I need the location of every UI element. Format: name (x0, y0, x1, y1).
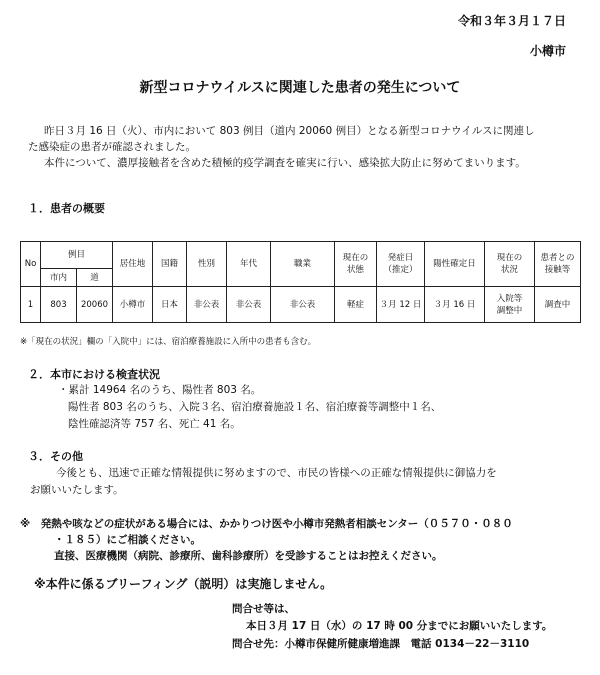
other-line-1: 今後とも、迅速で正確な情報提供に努めますので、市民の皆様への正確な情報提供に御協力を (56, 467, 497, 479)
testing-line-2: 陽性者 803 名のうち、入院３名、宿泊療養施設１名、宿泊療養等調整中１名、 (68, 401, 442, 413)
document-title: 新型コロナウイルスに関連した患者の発生について (139, 80, 461, 96)
testing-line-1: ・累計 14964 名のうち、陽性者 803 名。 (58, 384, 262, 396)
issuing-city: 小樽市 (529, 44, 566, 58)
header-positive-date: 陽性確定日 (425, 242, 485, 287)
advice-line-3: 直接、医療機関（病院、診療所、歯科診療所）を受診することはお控えください。 (54, 550, 443, 562)
header-contacts: 患者との 接触等 (535, 242, 581, 287)
cell-situation: 入院等 調整中 (485, 287, 535, 323)
header-gender: 性別 (187, 242, 227, 287)
header-occupation: 職業 (271, 242, 335, 287)
advice-line-2: ・１８５）にご相談ください。 (54, 534, 201, 546)
contact-line-1: 問合せ等は、 (232, 603, 295, 615)
cell-residence: 小樽市 (113, 287, 153, 323)
intro-line-1: 昨日３月 16 日（火）、市内において 803 例目（道内 20060 例目）となる新型コロナウイルスに関連し (44, 125, 535, 137)
header-status: 現在の 状態 (335, 242, 377, 287)
cell-gender: 非公表 (187, 287, 227, 323)
intro-line-3: 本件について、濃厚接触者を含めた積極的疫学調査を確実に行い、感染拡大防止に努めてまいります。 (44, 157, 526, 169)
briefing-notice: ※本件に係るブリーフィング（説明）は実施しません。 (34, 577, 333, 591)
section-1-heading: １．患者の概要 (28, 202, 105, 215)
header-case-number: 例目 (41, 242, 113, 269)
other-line-2: お願いいたします。 (30, 484, 124, 496)
cell-age: 非公表 (227, 287, 271, 323)
header-residence: 居住地 (113, 242, 153, 287)
testing-line-3: 陰性確認済等 757 名、死亡 41 名。 (68, 418, 241, 430)
patient-summary-table (20, 241, 581, 323)
intro-line-2: た感染症の患者が確認されました。 (28, 141, 196, 153)
header-age: 年代 (227, 242, 271, 287)
section-2-heading: ２．本市における検査状況 (28, 368, 160, 381)
header-situation: 現在の 状況 (485, 242, 535, 287)
contact-line-2: 本日３月 17 日（水）の 17 時 00 分までにお願いいたします。 (246, 620, 553, 632)
cell-pref-num: 20060 (77, 287, 113, 323)
header-pref-num: 道 (77, 269, 113, 287)
cell-contacts: 調査中 (535, 287, 581, 323)
header-city-num: 市内 (41, 269, 77, 287)
cell-no: 1 (21, 287, 41, 323)
header-no: No (21, 242, 41, 287)
table-row (21, 287, 581, 323)
section-3-heading: ３．その他 (28, 450, 83, 463)
header-nationality: 国籍 (153, 242, 187, 287)
cell-status: 軽症 (335, 287, 377, 323)
header-onset: 発症日 （推定） (377, 242, 425, 287)
cell-positive-date: ３月 16 日 (425, 287, 485, 323)
cell-onset: ３月 12 日 (377, 287, 425, 323)
advice-line-1: ※ 発熱や咳などの症状がある場合には、かかりつけ医や小樽市発熱者相談センター（０５７０・０８０ (20, 518, 513, 530)
cell-city-num: 803 (41, 287, 77, 323)
document-date: 令和３年３月１７日 (457, 14, 566, 28)
table-note: ※「現在の状況」欄の「入院中」には、宿泊療養施設に入所中の患者も含む。 (20, 337, 317, 347)
contact-line-3: 問合せ先：小樽市保健所健康増進課 電話 0134－22－3110 (232, 638, 530, 650)
cell-occupation: 非公表 (271, 287, 335, 323)
cell-nationality: 日本 (153, 287, 187, 323)
